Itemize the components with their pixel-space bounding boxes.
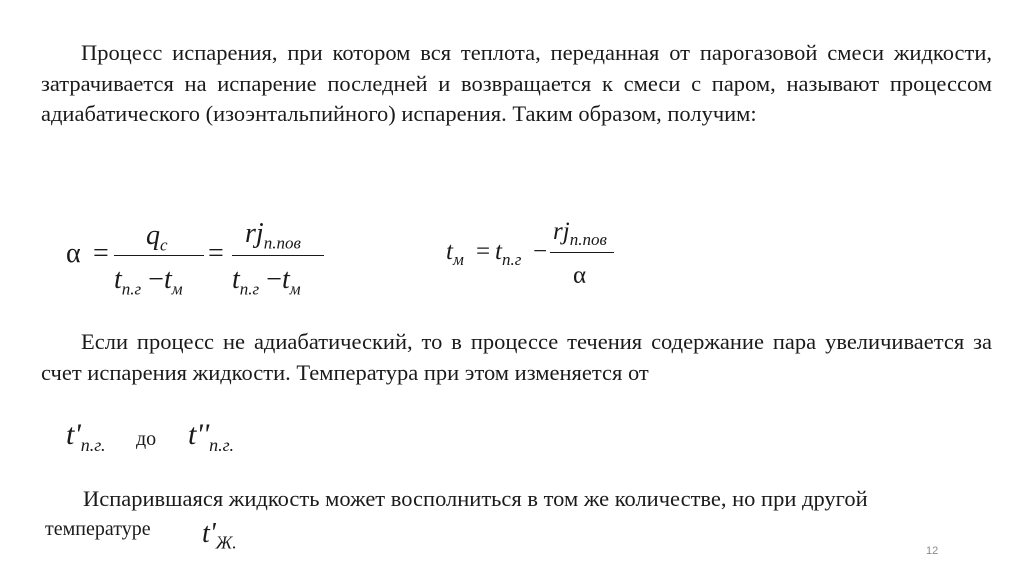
paragraph-other-temperature: [45, 484, 996, 515]
formula-alpha-eq1: =: [93, 238, 109, 269]
fraction1-bar: [114, 255, 204, 256]
paragraph-non-adiabatic: Если процесс не адиабатический, то в процессе течения содержание пара увеличивается за счет испарения жидкости. Температура при этом изменяется от: [41, 329, 992, 385]
fraction1-denominator: $t_{п.г} -t_м$: [114, 264, 183, 299]
range-from: $t'_{п.г.}$: [66, 418, 106, 455]
formula-alpha-lhs: α: [66, 238, 81, 269]
formula-alpha-eq2: =: [208, 238, 224, 269]
fraction2-denominator: $t_{п.г} -t_м$: [232, 264, 301, 299]
formula-tm-t: $t_{п.г}$: [495, 238, 522, 269]
fraction2-bar: [232, 255, 324, 256]
fraction1-numerator: $q_c$: [146, 220, 168, 255]
formula-tm-bar: [550, 252, 614, 253]
paragraph3-line1: Испарившаяся жидкость может восполниться в том же количестве, но при другой: [83, 486, 868, 511]
formula-tm-denominator: α: [573, 262, 587, 289]
formula-tm-numerator: $rj_{п.пов}$: [553, 218, 607, 249]
range-connector: до: [136, 428, 157, 450]
paragraph-adiabatic-definition: Процесс испарения, при котором вся теплота, переданная от парогазовой смеси жидкости, затрачивается на испарение последней и возвращается к смеси с паром, называют процессом адиабатического (изоэнтальпийного) испарения. Таким образом, получим:: [41, 40, 992, 126]
page-number: 12: [926, 545, 939, 557]
fraction2-numerator: $rj_{п.пов}$: [245, 218, 301, 253]
formula-tm-eq: =: [476, 238, 491, 265]
liquid-temperature: $t'_{Ж.}$: [202, 518, 237, 553]
range-to: $t''_{п.г.}$: [188, 418, 234, 455]
formula-tm-lhs: $t_м$: [446, 238, 464, 269]
formula-tm-minus: −: [533, 238, 548, 265]
paragraph3-line2: температуре: [45, 518, 151, 540]
